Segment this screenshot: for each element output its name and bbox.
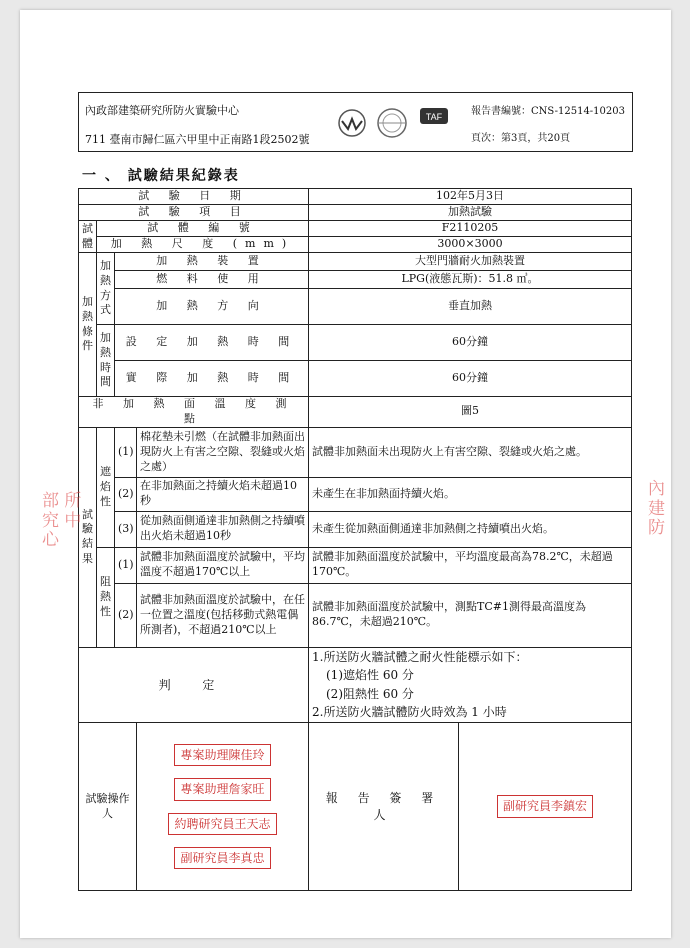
table-row [79,237,632,253]
criterion-no: (1) [115,547,137,583]
section-title: 一 、 試驗結果紀錄表 [82,168,240,184]
heat-size-value: 3000×3000 [309,237,632,253]
table-row [79,397,632,428]
taf-logo-icon [420,108,448,124]
results-group-label: 試驗結果 [79,427,97,647]
criterion-no: (2) [115,583,137,647]
judgement-line: (1)遮焰性 60 分 [326,668,414,683]
set-time-value: 60分鐘 [309,325,632,361]
table-row [79,289,632,325]
specimen-no-value: F2110205 [309,221,632,237]
table-row [79,189,632,205]
report-page [20,10,671,938]
table-row [79,547,632,583]
side-seal-left: 部 所 究 中 心 [42,491,82,551]
judgement-line: (2)阻熱性 60 分 [326,686,414,701]
time-group-label: 加熱時間 [97,325,115,397]
method-group-label: 加熱方式 [97,253,115,325]
flame-group-label: 遮焰性 [97,427,115,547]
rank-logo-icon [339,110,365,136]
table-row [79,205,632,221]
result-text: 未產生在非加熱面持續火焰。 [309,477,632,511]
nonheat-value: 圖5 [309,397,632,428]
heat-size-label: 加 熱 尺 度 (mm) [97,237,309,253]
item-value: 加熱試驗 [309,205,632,221]
nonheat-label: 非 加 熱 面 溫 度 測 點 [79,397,309,428]
condition-group-label: 加熱條件 [79,253,97,397]
table-row [79,271,632,289]
signer-label: 報 告 簽 署 人 [309,723,459,891]
operator-label: 試驗操作人 [79,723,137,891]
criterion-text: 試體非加熱面溫度於試驗中，平均溫度不超過170℃以上 [137,547,309,583]
table-row [79,477,632,511]
ilac-mra-logo-icon [378,109,406,137]
org-name: 內政部建築研究所防火實驗中心 [85,104,239,117]
table-row [79,253,632,271]
direction-label: 加 熱 方 向 [115,289,309,325]
date-value: 102年5月3日 [309,189,632,205]
judgement-line: 2.所送防火牆試體防火時效為 1 小時 [312,705,507,720]
table-row [79,221,632,237]
result-text: 試體非加熱面溫度於試驗中，平均溫度最高為78.2℃，未超過170℃。 [309,547,632,583]
operator-stamps [137,723,309,891]
operator-stamp: 約聘研究員王天志 [168,813,276,835]
results-table [78,188,632,891]
criterion-text: 在非加熱面之持續火焰未超過10秒 [137,477,309,511]
operator-stamp: 專案助理詹家旺 [174,778,270,800]
report-number: 報告書編號：CNS-12514-10203 [471,106,625,117]
criterion-text: 試體非加熱面溫度於試驗中，在任一位置之溫度(包括移動式熱電偶所測者)，不超過210℃以上 [137,583,309,647]
table-row [79,647,632,722]
criterion-text: 棉花墊未引燃（在試體非加熱面出現防火上有害之空隙、裂縫或火焰之處） [137,427,309,477]
table-row [79,361,632,397]
fuel-value: LPG(液態瓦斯)：51.8 ㎥。 [309,271,632,289]
result-text: 未產生從加熱面側通達非加熱側之持續噴出火焰。 [309,511,632,547]
device-label: 加 熱 裝 置 [115,253,309,271]
criterion-no: (2) [115,477,137,511]
criterion-no: (3) [115,511,137,547]
insulation-group-label: 阻熱性 [97,547,115,647]
signer-stamp: 副研究員李鎮宏 [497,795,593,817]
date-label: 試 驗 日 期 [79,189,309,205]
org-address: 711 臺南市歸仁區六甲里中正南路1段2502號 [85,133,310,146]
table-row [79,511,632,547]
judgement-line: 1.所送防火牆試體之耐火性能標示如下： [312,649,528,664]
criterion-no: (1) [115,427,137,477]
taf-logo-text: TAF [425,112,443,122]
table-row [79,427,632,477]
page-indicator: 頁次：第3頁，共20頁 [471,133,571,144]
item-label: 試 驗 項 目 [79,205,309,221]
direction-value: 垂直加熱 [309,289,632,325]
report-header [78,92,633,152]
table-row [79,325,632,361]
judgement-text [309,647,632,722]
table-row [79,583,632,647]
operator-stamp: 副研究員李真忠 [174,847,270,869]
signer-stamp-cell [459,723,632,891]
fuel-label: 燃 料 使 用 [115,271,309,289]
specimen-group-label: 試體 [79,221,97,253]
set-time-label: 設 定 加 熱 時 間 [115,325,309,361]
result-text: 試體非加熱面溫度於試驗中，測點TC#1測得最高溫度為86.7℃，未超過210℃。 [309,583,632,647]
side-seal-right: 內 建 防 [648,479,665,539]
operator-stamp: 專案助理陳佳玲 [174,744,270,766]
table-row [79,723,632,891]
actual-time-value: 60分鐘 [309,361,632,397]
result-text: 試體非加熱面未出現防火上有害空隙、裂縫或火焰之處。 [309,427,632,477]
criterion-text: 從加熱面側通達非加熱側之持續噴出火焰未超過10秒 [137,511,309,547]
specimen-no-label: 試 體 編 號 [97,221,309,237]
judgement-label: 判 定 [79,647,309,722]
actual-time-label: 實 際 加 熱 時 間 [115,361,309,397]
device-value: 大型門牆耐火加熱裝置 [309,253,632,271]
